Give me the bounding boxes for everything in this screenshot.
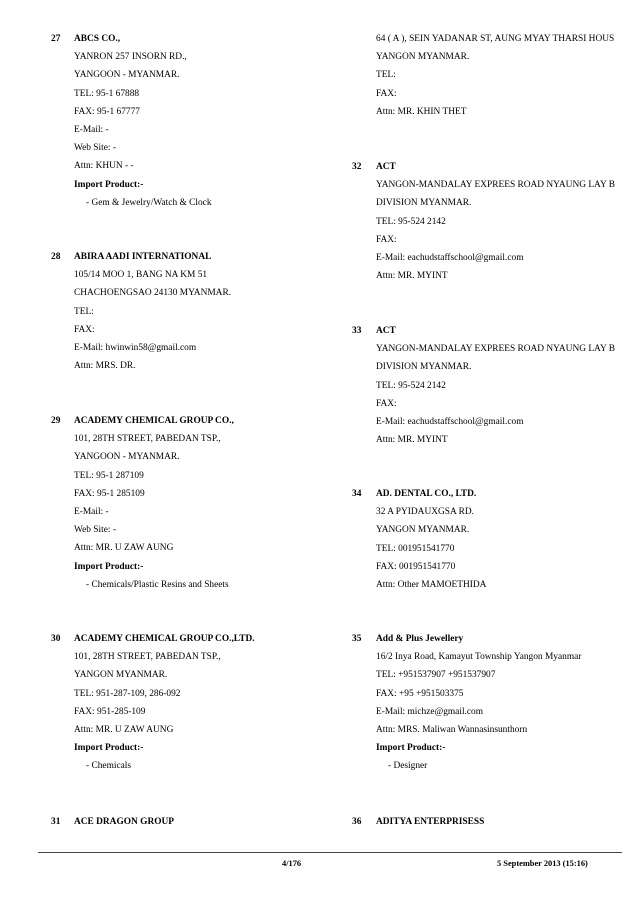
entry-detail-line: 101, 28TH STREET, PABEDAN TSP., (74, 652, 221, 662)
entry-detail-line: FAX: +95 +951503375 (376, 689, 464, 699)
entry-detail-line: 16/2 Inya Road, Kamayut Township Yangon Myanmar (376, 652, 582, 662)
import-product-heading: Import Product:- (74, 180, 144, 190)
company-name: ACADEMY CHEMICAL GROUP CO.,LTD. (74, 634, 255, 644)
company-name: ADITYA ENTERPRISESS (376, 817, 485, 827)
entry-detail-line: YANGOON - MYANMAR. (74, 452, 180, 462)
entry-number: 33 (352, 326, 362, 336)
entry-detail-line: Attn: MRS. Maliwan Wannasinsunthorn (376, 725, 528, 735)
company-name: AD. DENTAL CO., LTD. (376, 489, 477, 499)
entry-detail-line: TEL: 95-524 2142 (376, 217, 446, 227)
entry-detail-line: Attn: MR. MYINT (376, 435, 448, 445)
company-name: Add & Plus Jewellery (376, 634, 464, 644)
print-date: 5 September 2013 (15:16) (497, 859, 588, 868)
right-column (322, 0, 638, 860)
entry-detail-line: E-Mail: michze@gmail.com (376, 707, 484, 717)
entry-detail-line: YANRON 257 INSORN RD., (74, 52, 187, 62)
entry-number: 34 (352, 489, 362, 499)
entry-number: 28 (51, 252, 61, 262)
import-product-item: - Designer (388, 761, 428, 771)
company-name: ABIRA AADI INTERNATIONAL (74, 252, 212, 262)
entry-detail-line: FAX: 95-1 285109 (74, 489, 145, 499)
entry-detail-line: 32 A PYIDAUXGSA RD. (376, 507, 474, 517)
entry-number: 27 (51, 34, 61, 44)
import-product-item: - Chemicals (86, 761, 132, 771)
entry-detail-line: TEL: 95-1 287109 (74, 471, 144, 481)
entry-detail-line: Attn: KHUN - - (74, 161, 134, 171)
company-entry (0, 817, 322, 860)
entry-detail-line: YANGON-MANDALAY EXPREES ROAD NYAUNG LAY B (376, 344, 615, 354)
entry-detail-line: Attn: MR. KHIN THET (376, 107, 467, 117)
import-product-heading: Import Product:- (376, 743, 446, 753)
entry-detail-line: Attn: MR. U ZAW AUNG (74, 543, 174, 553)
entry-detail-line: E-Mail: - (74, 507, 109, 517)
entry-detail-line: Web Site: - (74, 525, 116, 535)
entry-detail-line: TEL: 95-1 67888 (74, 89, 140, 99)
import-product-heading: Import Product:- (74, 743, 144, 753)
entry-detail-line: CHACHOENGSAO 24130 MYANMAR. (74, 288, 232, 298)
entry-detail-line: 64 ( A ), SEIN YADANAR ST, AUNG MYAY THARSI HOUS (376, 34, 615, 44)
entry-detail-line: TEL: (74, 307, 94, 317)
entry-detail-line: YANGON-MANDALAY EXPREES ROAD NYAUNG LAY B (376, 180, 615, 190)
entry-detail-line: 101, 28TH STREET, PABEDAN TSP., (74, 434, 221, 444)
company-entry (0, 416, 322, 646)
entry-detail-line: TEL: (376, 70, 396, 80)
entry-detail-line: E-Mail: eachudstaffschool@gmail.com (376, 417, 524, 427)
footer-divider (38, 852, 622, 853)
entry-detail-line: FAX: (376, 399, 397, 409)
entry-number: 31 (51, 817, 61, 827)
entry-detail-line: FAX: 951-285-109 (74, 707, 146, 717)
company-name: ACADEMY CHEMICAL GROUP CO., (74, 416, 234, 426)
import-product-item: - Gem & Jewelry/Watch & Clock (86, 198, 212, 208)
company-name: ACE DRAGON GROUP (74, 817, 174, 827)
entry-detail-line: YANGON MYANMAR. (74, 670, 168, 680)
entry-number: 29 (51, 416, 61, 426)
entry-detail-line: YANGON MYANMAR. (376, 52, 470, 62)
page-number: 4/176 (282, 859, 302, 868)
entry-detail-line: FAX: (74, 325, 95, 335)
company-entry (322, 817, 638, 860)
entry-detail-line: DIVISION MYANMAR. (376, 198, 472, 208)
entry-detail-line: YANGON MYANMAR. (376, 525, 470, 535)
entry-detail-line: FAX: (376, 235, 397, 245)
entry-detail-line: YANGOON - MYANMAR. (74, 70, 180, 80)
company-entry (0, 34, 322, 264)
company-name: ACT (376, 162, 396, 172)
entry-detail-line: TEL: +951537907 +951537907 (376, 670, 496, 680)
left-column (0, 0, 322, 860)
entry-detail-line: E-Mail: - (74, 125, 109, 135)
entry-number: 35 (352, 634, 362, 644)
import-product-item: - Chemicals/Plastic Resins and Sheets (86, 580, 229, 590)
entry-number: 32 (352, 162, 362, 172)
entry-detail-line: Attn: MR. MYINT (376, 271, 448, 281)
entry-detail-line: 105/14 MOO 1, BANG NA KM 51 (74, 270, 208, 280)
entry-number: 36 (352, 817, 362, 827)
entry-detail-line: FAX: 95-1 67777 (74, 107, 140, 117)
entry-detail-line: Attn: MR. U ZAW AUNG (74, 725, 174, 735)
import-product-heading: Import Product:- (74, 562, 144, 572)
entry-detail-line: Attn: Other MAMOETHIDA (376, 580, 487, 590)
entry-detail-line: FAX: (376, 89, 397, 99)
entry-detail-line: E-Mail: hwinwin58@gmail.com (74, 343, 197, 353)
entry-detail-line: TEL: 951-287-109, 286-092 (74, 689, 181, 699)
entry-detail-line: Attn: MRS. DR. (74, 361, 136, 371)
company-name: ACT (376, 326, 396, 336)
entry-detail-line: TEL: 95-524 2142 (376, 381, 446, 391)
entry-detail-line: E-Mail: eachudstaffschool@gmail.com (376, 253, 524, 263)
entry-detail-line: DIVISION MYANMAR. (376, 362, 472, 372)
company-name: ABCS CO., (74, 34, 121, 44)
entry-number: 30 (51, 634, 61, 644)
entry-detail-line: FAX: 001951541770 (376, 562, 456, 572)
entry-detail-line: Web Site: - (74, 143, 116, 153)
entry-detail-line: TEL: 001951541770 (376, 544, 455, 554)
